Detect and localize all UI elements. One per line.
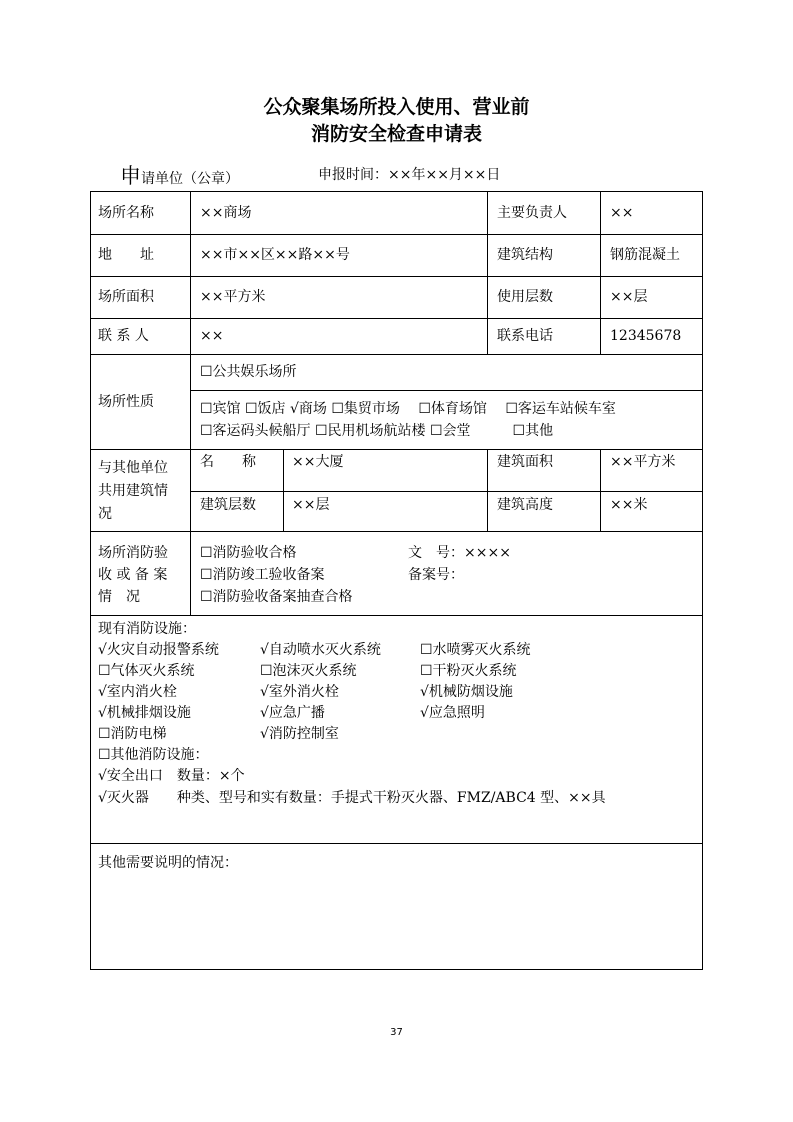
applicant-prefix: 申	[120, 164, 141, 188]
acceptance-doc-no: 文 号：××××	[408, 545, 511, 561]
contact-label: 联 系 人	[98, 328, 149, 344]
floors-value: ××层	[610, 289, 648, 305]
shared-name-value: ××大厦	[292, 454, 344, 470]
acceptance-label-line2: 收 或 备 案	[98, 567, 168, 583]
person-in-charge-value: ××	[610, 205, 634, 221]
contact-value: ××	[200, 328, 224, 344]
phone-label: 联系电话	[497, 328, 553, 344]
address-label: 地 址	[98, 247, 154, 263]
facility-fire-alarm: √火灾自动报警系统	[98, 642, 219, 658]
rule	[190, 491, 703, 492]
rule	[90, 276, 703, 277]
rule	[600, 449, 601, 531]
rule	[283, 449, 284, 531]
address-value: ××市××区××路××号	[200, 247, 350, 263]
rule	[90, 449, 703, 450]
document-title-line1: 公众聚集场所投入使用、营业前	[263, 96, 530, 118]
rule	[190, 390, 703, 391]
rule	[600, 191, 601, 354]
area-label: 场所面积	[98, 289, 154, 305]
shared-label-line3: 况	[98, 506, 112, 522]
rule	[90, 615, 703, 616]
rule	[90, 843, 703, 844]
shared-label-line2: 共用建筑情	[98, 483, 168, 499]
facility-other: ☐其他消防设施：	[98, 747, 209, 763]
facility-safety-exit: √安全出口 数量：×个	[98, 768, 245, 784]
facility-sprinkler: √自动喷水灭火系统	[260, 642, 381, 658]
nature-line3: ☐客运码头候船厅 ☐民用机场航站楼 ☐会堂 ☐其他	[200, 423, 554, 439]
facility-smoke-exhaust: √机械排烟设施	[98, 705, 191, 721]
rule	[90, 531, 703, 532]
nature-line2: ☐宾馆 ☐饭店 √商场 ☐集贸市场 ☐体育场馆 ☐客运车站候车室	[200, 401, 616, 417]
nature-line1: ☐公共娱乐场所	[200, 364, 297, 380]
facility-extinguisher: √灭火器 种类、型号和实有数量：手提式干粉灭火器、FMZ/ABC4 型、××具	[98, 790, 606, 806]
applicant-rest: 请单位（公章）	[141, 171, 239, 187]
shared-name-label: 名 称	[200, 454, 256, 470]
page-number: 37	[390, 1027, 403, 1038]
acceptance-option2: ☐消防竣工验收备案	[200, 567, 325, 583]
shared-height-label: 建筑高度	[497, 497, 553, 513]
rule	[190, 191, 191, 615]
acceptance-label-line3: 情 况	[98, 589, 140, 605]
rule	[90, 234, 703, 235]
shared-area-value: ××平方米	[610, 454, 676, 470]
shared-floors-value: ××层	[292, 497, 330, 513]
rule	[90, 354, 703, 355]
facility-outdoor-hydrant: √室外消火栓	[260, 684, 339, 700]
acceptance-option3: ☐消防验收备案抽查合格	[200, 589, 353, 605]
structure-label: 建筑结构	[497, 247, 553, 263]
nature-label: 场所性质	[98, 394, 154, 410]
shared-height-value: ××米	[610, 497, 648, 513]
facility-gas: ☐气体灭火系统	[98, 663, 195, 679]
rule	[90, 318, 703, 319]
shared-area-label: 建筑面积	[497, 454, 553, 470]
document-title-line2: 消防安全检查申请表	[310, 123, 482, 145]
facility-emergency-broadcast: √应急广播	[260, 705, 325, 721]
facility-control-room: √消防控制室	[260, 726, 339, 742]
facilities-heading: 现有消防设施：	[98, 621, 196, 637]
rule	[487, 449, 488, 531]
other-notes-label: 其他需要说明的情况：	[98, 855, 238, 871]
facility-indoor-hydrant: √室内消火栓	[98, 684, 177, 700]
facility-foam: ☐泡沫灭火系统	[260, 663, 357, 679]
area-value: ××平方米	[200, 289, 266, 305]
facility-emergency-lighting: √应急照明	[420, 705, 485, 721]
facility-water-mist: ☐水喷雾灭火系统	[420, 642, 531, 658]
report-time: 申报时间：××年××月××日	[318, 167, 501, 183]
person-in-charge-label: 主要负责人	[497, 205, 567, 221]
acceptance-record-no: 备案号：	[408, 567, 464, 583]
acceptance-label-line1: 场所消防验	[98, 545, 168, 561]
facility-fire-elevator: ☐消防电梯	[98, 726, 167, 742]
floors-label: 使用层数	[497, 289, 553, 305]
rule	[487, 191, 488, 354]
phone-value: 12345678	[610, 328, 682, 344]
acceptance-option1: ☐消防验收合格	[200, 545, 297, 561]
facility-dry-powder: ☐干粉灭火系统	[420, 663, 517, 679]
venue-name-label: 场所名称	[98, 205, 154, 221]
shared-floors-label: 建筑层数	[200, 497, 256, 513]
venue-name-value: ××商场	[200, 205, 252, 221]
shared-label-line1: 与其他单位	[98, 460, 168, 476]
facility-smoke-prevention: √机械防烟设施	[420, 684, 513, 700]
structure-value: 钢筋混凝土	[610, 247, 680, 263]
